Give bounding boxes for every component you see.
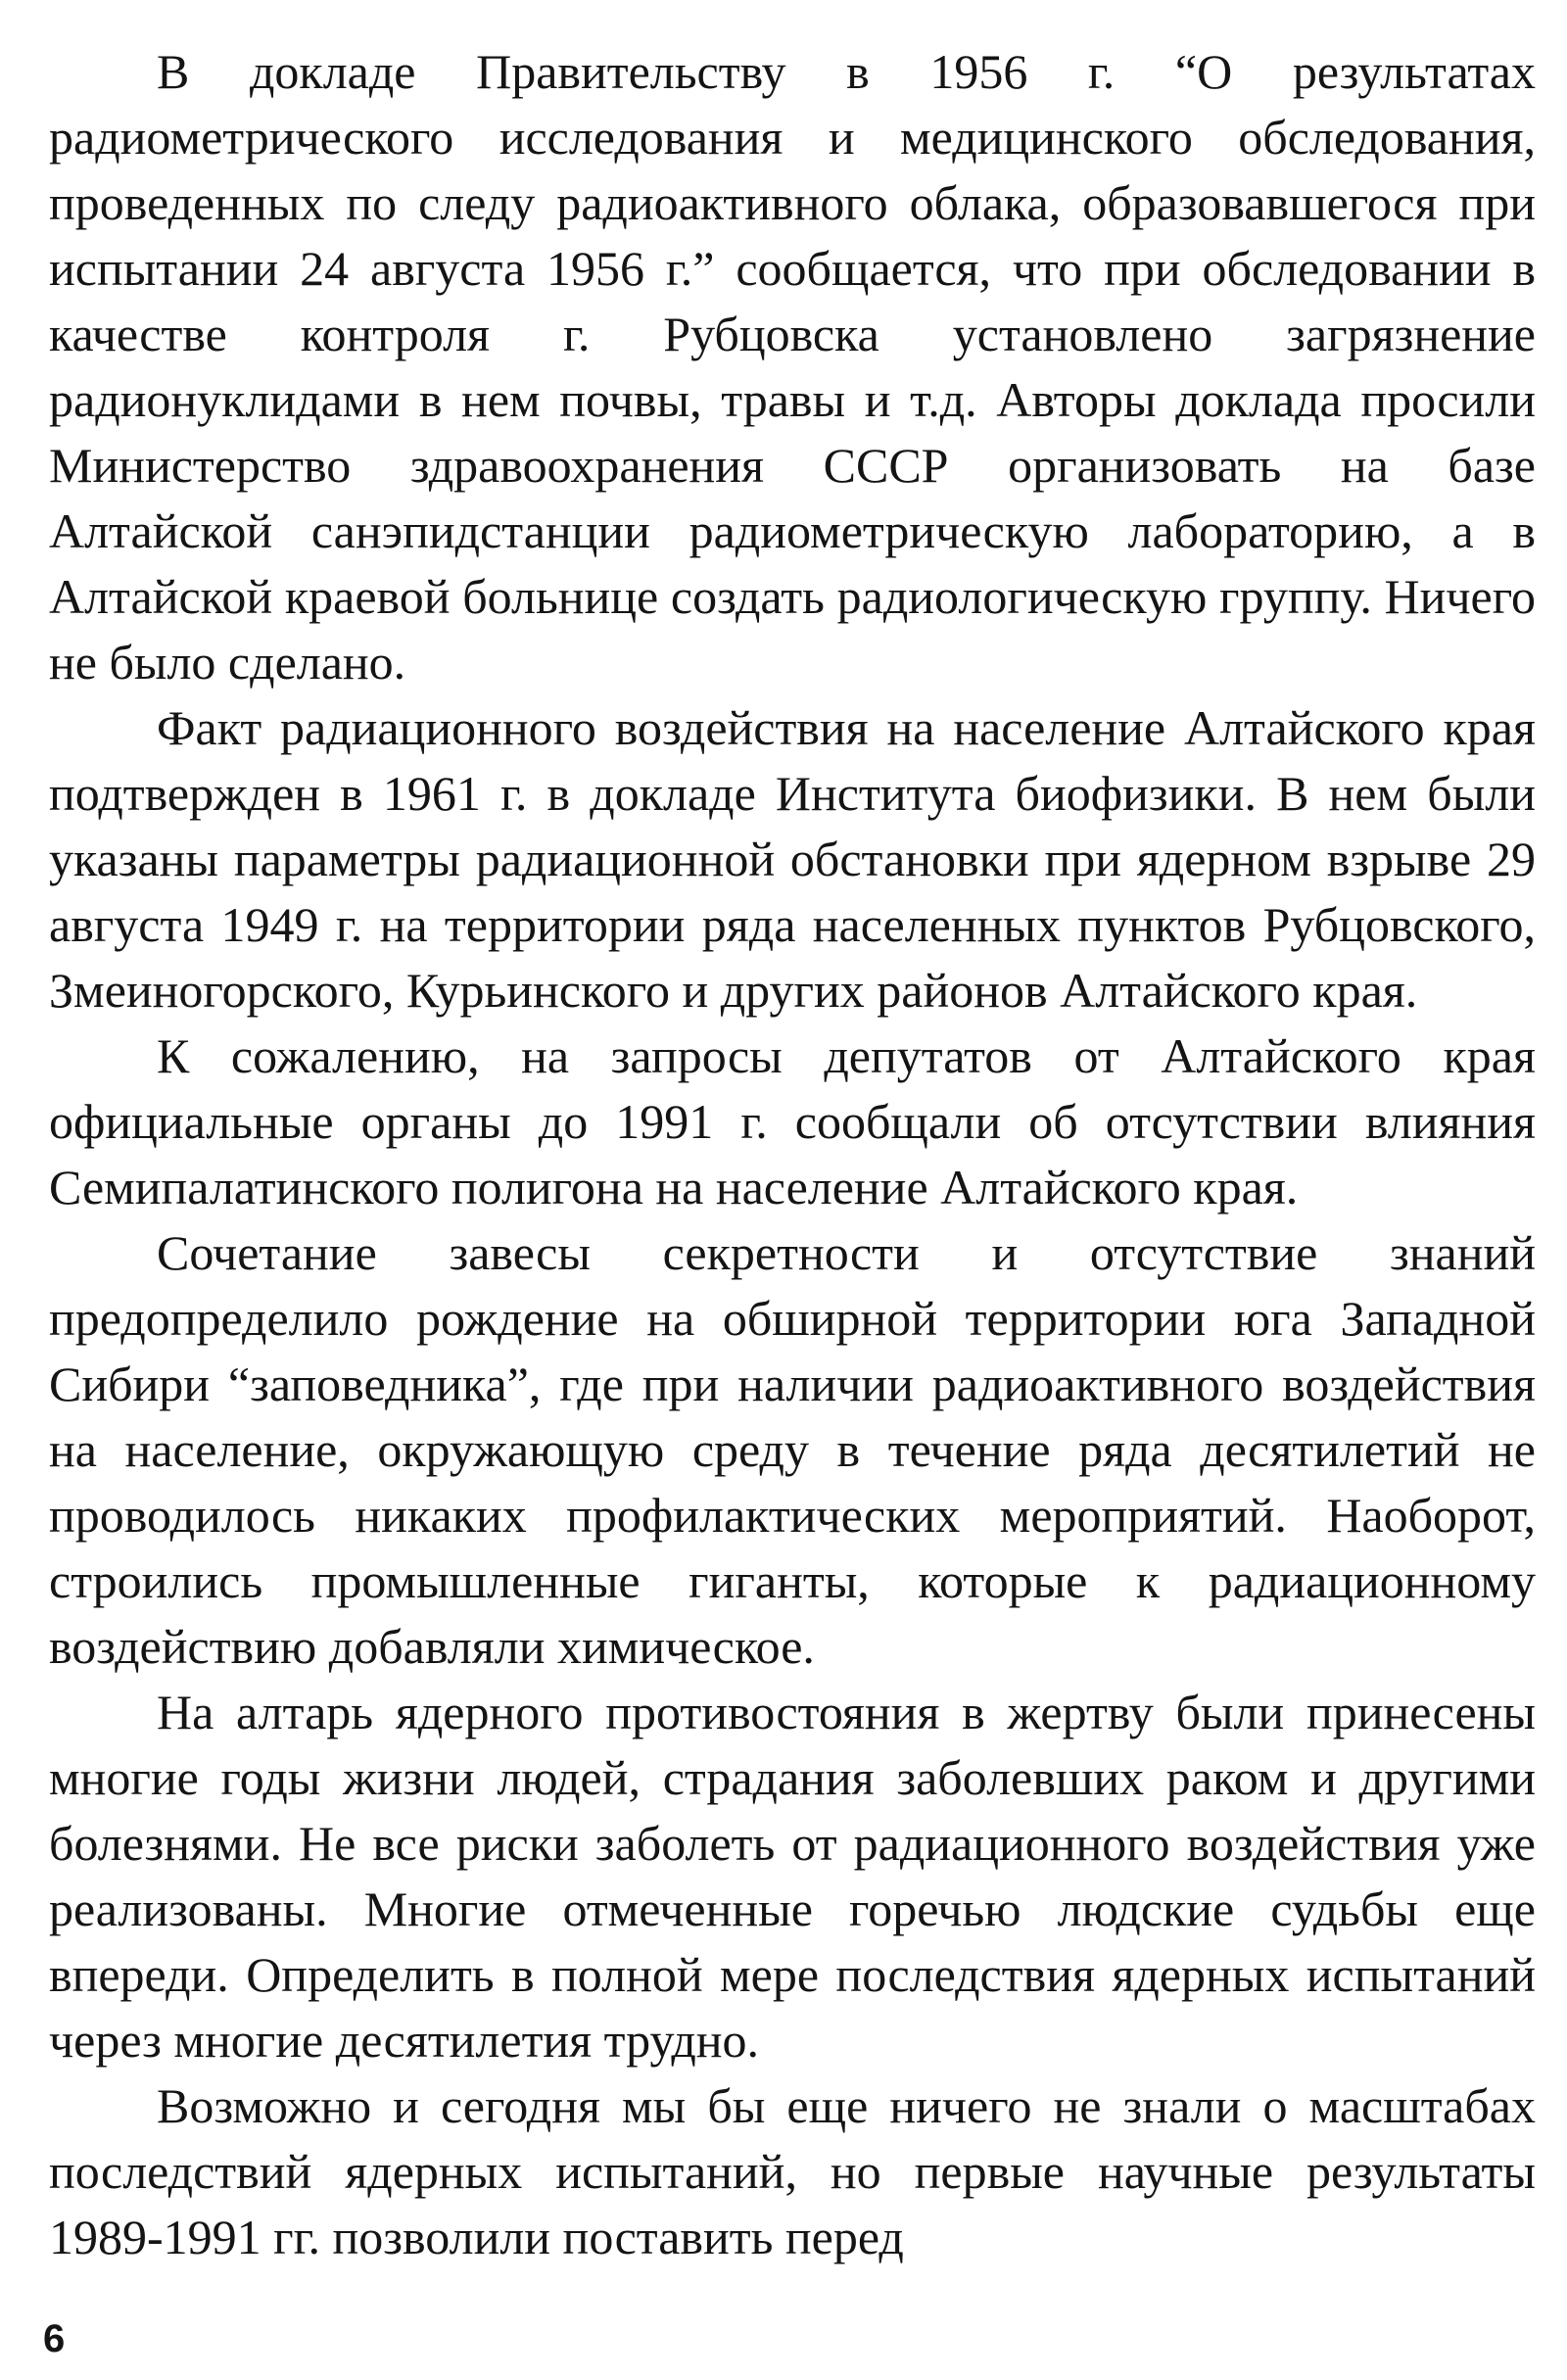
paragraph-1: В докладе Правительству в 1956 г. “О результатах радиометрического исследования и медицинского обследования, проведенных по следу радиоактивного облака, образовавшегося при испытании 24 августа 1956 г.” сообщается, что при обследовании в качестве контроля г. Рубцовска установлено загрязнение радионуклидами в нем почвы, травы и т.д. Авторы доклада просили Министерство здравоохранения СССР организовать на базе Алтайской санэпидстанции радиометрическую лабораторию, а в Алтайской краевой больнице создать радиологическую группу. Ничего не было сделано. xyxy=(49,44,1536,690)
paragraph-6: Возможно и сегодня мы бы еще ничего не знали о масштабах последствий ядерных испытаний, но первые научные результаты 1989-1991 гг. позволили поставить перед xyxy=(49,2078,1536,2264)
body-text xyxy=(49,39,1536,2270)
paragraph-3: К сожалению, на запросы депутатов от Алтайского края официальные органы до 1991 г. сообщали об отсутствии влияния Семипалатинского полигона на население Алтайского края. xyxy=(49,1028,1536,1214)
paragraph-2: Факт радиационного воздействия на население Алтайского края подтвержден в 1961 г. в докладе Института биофизики. В нем были указаны параметры радиационной обстановки при ядерном взрыве 29 августа 1949 г. на территории ряда населенных пунктов Рубцовского, Змеиногорского, Курьинского и других районов Алтайского края. xyxy=(49,700,1536,1018)
page-number: 6 xyxy=(43,2317,66,2360)
paragraph-4: Сочетание завесы секретности и отсутствие знаний предопределило рождение на обширной территории юга Западной Сибири “заповедника”, где при наличии радиоактивного воздействия на население, окружающую среду в течение ряда десятилетий не проводилось никаких профилактических мероприятий. Наоборот, строились промышленные гиганты, которые к радиационному воздействию добавляли химическое. xyxy=(49,1225,1536,1674)
paragraph-5: На алтарь ядерного противостояния в жертву были принесены многие годы жизни людей, страдания заболевших раком и другими болезнями. Не все риски заболеть от радиационного воздействия уже реализованы. Многие отмеченные горечью людские судьбы еще впереди. Определить в полной мере последствия ядерных испытаний через многие десятилетия трудно. xyxy=(49,1685,1536,2068)
